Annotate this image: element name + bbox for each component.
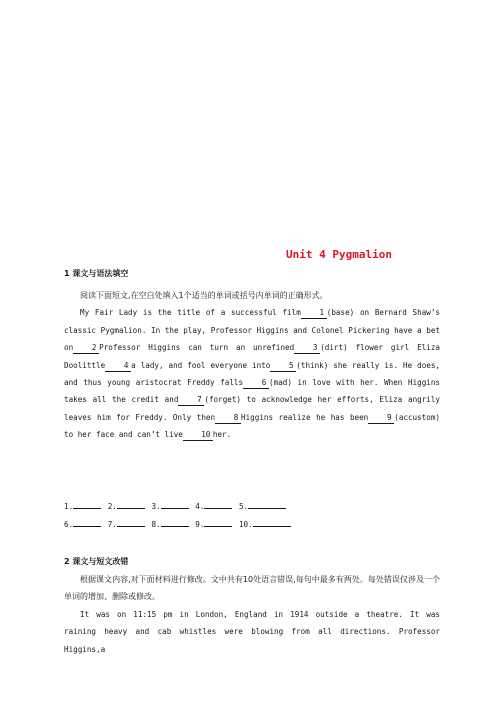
answer-number: 1.: [64, 502, 74, 511]
blank-6[interactable]: 6: [243, 378, 269, 389]
passage-text: Professor Higgins can turn an unrefined: [99, 343, 295, 353]
section1-body: [64, 287, 440, 444]
passage-text: (accustom) to her face and can’t live: [64, 412, 440, 440]
cloze-passage: [64, 304, 440, 443]
answer-number: 8.: [151, 520, 161, 529]
answer-item: [64, 500, 101, 511]
answer-item: [195, 500, 232, 511]
passage-text: My Fair Lady is the title of a successful film: [80, 308, 301, 318]
blank-10[interactable]: 10: [183, 430, 213, 441]
blank-2[interactable]: 2: [73, 343, 99, 354]
answer-number: 5.: [238, 502, 249, 511]
answer-item: [239, 518, 291, 529]
correction-passage: It was on 11:15 pm in London, England in 1914 outside a theatre. It was raining heavy and cab whistles were blowing from all directions. Professor Higgins,a: [64, 609, 440, 654]
blank-3[interactable]: 3: [294, 343, 320, 354]
blank-1[interactable]: 1: [301, 308, 327, 319]
answer-item: [239, 500, 286, 511]
page-title: Unit 4 Pygmalion: [286, 248, 392, 261]
answer-blank-line[interactable]: [73, 500, 101, 509]
answer-number: 3.: [151, 502, 161, 511]
answer-blank-line[interactable]: [204, 518, 232, 527]
answer-item: [151, 518, 188, 529]
blank-4[interactable]: 4: [105, 361, 131, 372]
answer-blank-line[interactable]: [117, 500, 145, 509]
answer-number: 4.: [195, 502, 205, 511]
passage-text: (forget) to acknowledge her efforts, Eliza angrily leaves him for Freddy. Only then: [64, 395, 441, 422]
answer-blank-line[interactable]: [248, 500, 286, 509]
answer-number: 7.: [107, 520, 117, 529]
section1-instruction: 阅读下面短文,在空白处填入1个适当的单词或括号内单词的正确形式。: [80, 291, 328, 300]
section2-body: [64, 571, 440, 658]
answer-blank-line[interactable]: [204, 500, 232, 509]
blank-8[interactable]: 8: [215, 413, 241, 424]
section2-heading: 2 课文与短文改错: [64, 557, 129, 566]
answer-row-2: [64, 518, 293, 529]
answer-item: [195, 518, 232, 529]
blank-5[interactable]: 5: [270, 361, 296, 372]
passage-text: (base) on Bernard Shaw’s classic Pygmalion. In the play, Professor Higgins and Colonel Pickering have a bet on: [64, 308, 440, 353]
answer-number: 6.: [64, 520, 74, 529]
passage-text: (think) she really is. He does, and thus young aristocrat Freddy falls: [64, 360, 440, 388]
section2-instruction: 根据课文内容,对下面材料进行修改。文中共有10处语言错误,每句中最多有两处。每处错误仅涉及一个单词的增加、删除或修改。: [64, 575, 440, 602]
passage-text: (dirt) flower girl Eliza Doolittle: [64, 343, 440, 370]
answer-blank-line[interactable]: [253, 518, 291, 527]
answer-item: [151, 500, 188, 511]
answer-blank-line[interactable]: [161, 518, 189, 527]
blank-7[interactable]: 7: [178, 395, 204, 406]
blank-9[interactable]: 9: [368, 413, 394, 424]
section1-heading: 1 课文与语法填空: [64, 269, 129, 278]
answer-blank-line[interactable]: [73, 518, 101, 527]
answer-item: [108, 500, 145, 511]
answer-number: 10.: [238, 520, 253, 529]
passage-text: her.: [212, 430, 232, 440]
answer-row-1: [64, 500, 288, 511]
answer-blank-line[interactable]: [161, 500, 189, 509]
answer-blank-line[interactable]: [117, 518, 145, 527]
passage-text: Higgins realize he has been: [241, 412, 369, 422]
answer-number: 2.: [107, 502, 117, 511]
answer-number: 9.: [195, 520, 205, 529]
answer-item: [64, 518, 101, 529]
passage-text: a lady, and fool everyone into: [131, 360, 271, 370]
answer-item: [108, 518, 145, 529]
passage-text: (mad) in love with her. When Higgins takes all the credit and: [64, 378, 440, 405]
